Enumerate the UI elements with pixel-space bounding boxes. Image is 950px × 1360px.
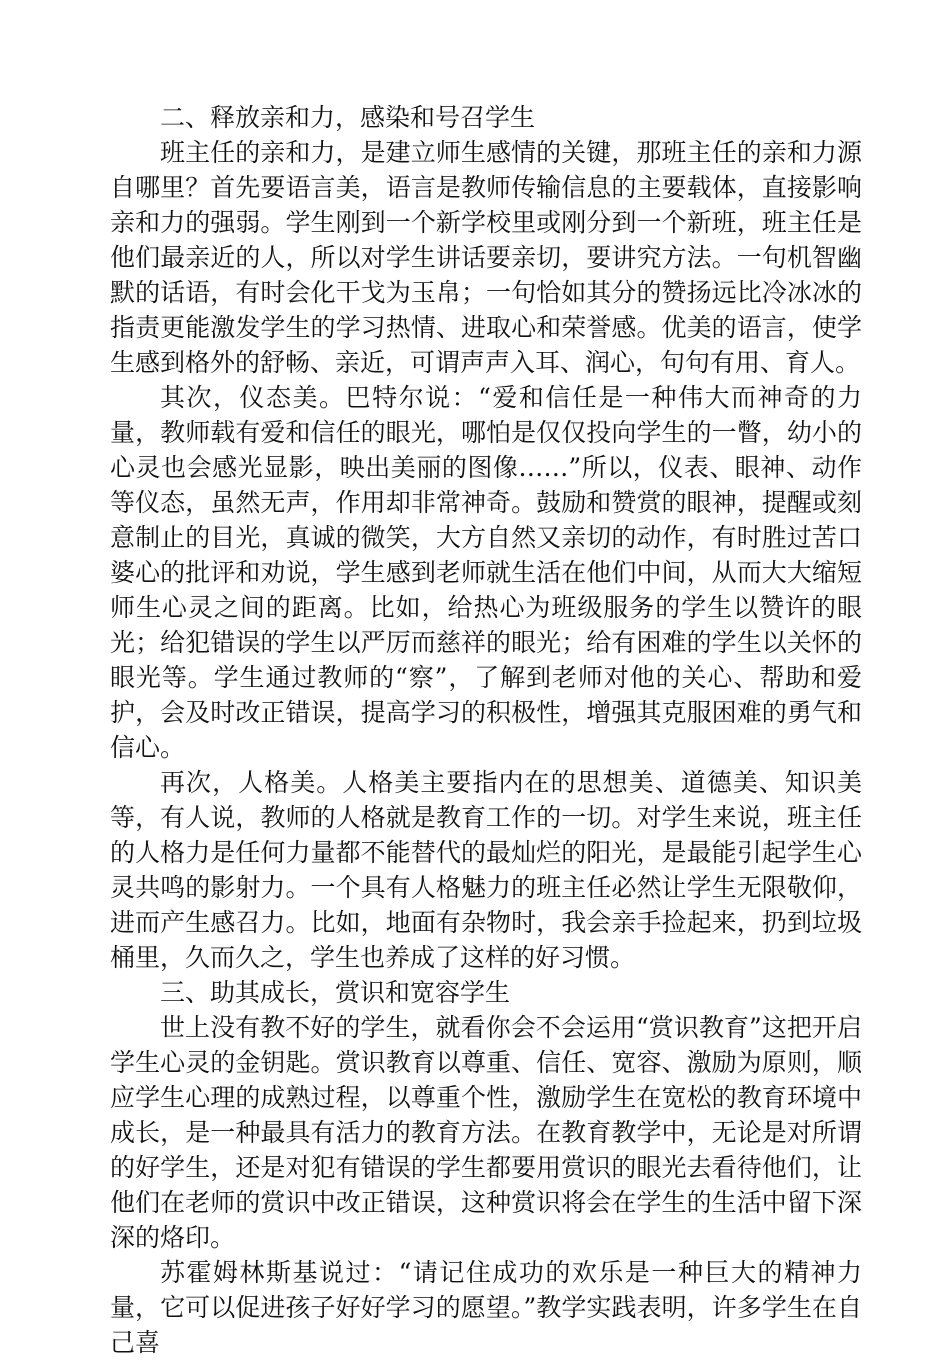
paragraph-quote: 苏霍姆林斯基说过：“请记住成功的欢乐是一种巨大的精神力量，它可以促进孩子好好学习的愿望。”教学实践表明，许多学生在自己喜 xyxy=(110,1258,862,1357)
paragraph-language: 班主任的亲和力，是建立师生感情的关键，那班主任的亲和力源自哪里？首先要语言美，语言是教师传输信息的主要载体，直接影响亲和力的强弱。学生刚到一个新学校里或刚分到一个新班，班主任是他们最亲近的人，所以对学生讲话要亲切，要讲究方法。一句机智幽默的话语，有时会化干戈为玉帛；一句恰如其分的赞扬远比冷冰冰的指责更能激发学生的学习热情、进取心和荣誉感。优美的语言，使学生感到格外的舒畅、亲近，可谓声声入耳、润心，句句有用、育人。 xyxy=(110,138,862,377)
document-body xyxy=(110,100,862,1360)
section-heading-3: 三、助其成长，赏识和宽容学生 xyxy=(160,978,511,1007)
paragraph-demeanor: 其次，仪态美。巴特尔说：“爱和信任是一种伟大而神奇的力量，教师载有爱和信任的眼光，哪怕是仅仅投向学生的一瞥，幼小的心灵也会感光显影，映出美丽的图像……”所以，仪表、眼神、动作等仪态，虽然无声，作用却非常神奇。鼓励和赞赏的眼神，提醒或刻意制止的目光，真诚的微笑，大方自然又亲切的动作，有时胜过苦口婆心的批评和劝说，学生感到老师就生活在他们中间，从而大大缩短师生心灵之间的距离。比如，给热心为班级服务的学生以赞许的眼光；给犯错误的学生以严厉而慈祥的眼光；给有困难的学生以关怀的眼光等。学生通过教师的“察”，了解到老师对他的关心、帮助和爱护，会及时改正错误，提高学习的积极性，增强其克服困难的勇气和信心。 xyxy=(110,383,862,762)
paragraph-appreciation: 世上没有教不好的学生，就看你会不会运用“赏识教育”这把开启学生心灵的金钥匙。赏识教育以尊重、信任、宽容、激励为原则，顺应学生心理的成熟过程，以尊重个性，激励学生在宽松的教育环境中成长，是一种最具有活力的教育方法。在教育教学中，无论是对所谓的好学生，还是对犯有错误的学生都要用赏识的眼光去看待他们，让他们在老师的赏识中改正错误，这种赏识将会在学生的生活中留下深深的烙印。 xyxy=(110,1013,862,1252)
paragraph-personality: 再次，人格美。人格美主要指内在的思想美、道德美、知识美等，有人说，教师的人格就是教育工作的一切。对学生来说，班主任的人格力是任何力量都不能替代的最灿烂的阳光，是最能引起学生心灵共鸣的影射力。一个具有人格魅力的班主任必然让学生无限敬仰，进而产生感召力。比如，地面有杂物时，我会亲手捡起来，扔到垃圾桶里，久而久之，学生也养成了这样的好习惯。 xyxy=(110,768,862,972)
section-heading-2: 二、释放亲和力，感染和号召学生 xyxy=(160,103,536,132)
